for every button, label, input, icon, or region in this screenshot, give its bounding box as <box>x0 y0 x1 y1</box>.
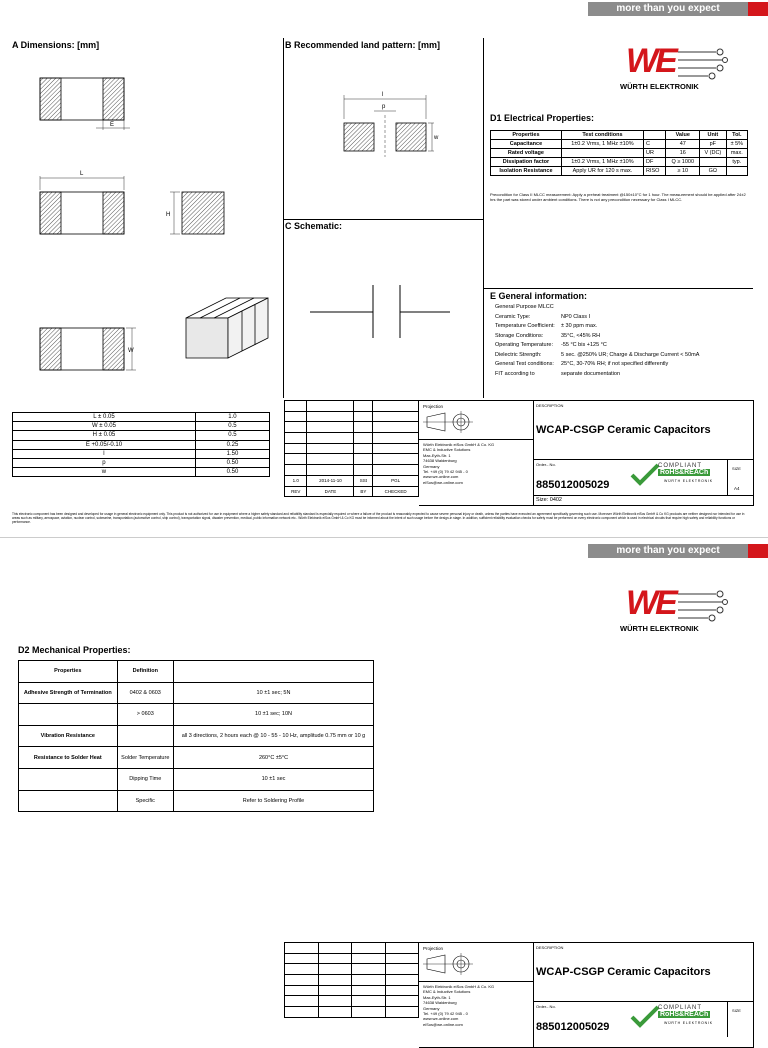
company-line: eiSos@we-online.com <box>423 1021 463 1027</box>
table-cell: 16 <box>666 149 700 158</box>
column-header: Properties <box>491 131 562 140</box>
rohs-compliant-text: COMPLIANT <box>658 1005 703 1011</box>
table-cell: max. <box>726 149 747 158</box>
document-title: WCAP-CSGP Ceramic Capacitors <box>536 966 711 978</box>
electrical-note: Precondition for Class II MLCC measurement: Apply a preheat treatment @150±10°C for 1 hour. The measurement should be applied after 24±2 hrs the part was stored under ambient conditions. There is not any precondition necessary for Class I MLCC. <box>490 192 746 202</box>
general-info-key: FIT according to <box>495 370 535 377</box>
title-block <box>284 400 754 506</box>
logo-circuit-icon <box>678 588 728 622</box>
table-cell: Apply UR for 120 s max. <box>561 167 643 176</box>
dimension-value: 0.5 <box>195 422 269 431</box>
revision-cell: PGL <box>373 475 419 486</box>
company-line: Max-Eyth-Str. 1 <box>423 994 451 1000</box>
general-info-key: General Purpose MLCC <box>495 304 554 310</box>
dimension-value: 0.5 <box>195 431 269 440</box>
order-number: 885012005029 <box>536 479 610 491</box>
logo-mark: WE <box>626 42 675 80</box>
table-cell: Isolation Resistance <box>491 167 562 176</box>
rohs-reach-badge <box>630 1005 722 1029</box>
general-info-key: General Test conditions: <box>495 361 554 367</box>
table-cell: 47 <box>666 140 700 149</box>
order-number: 885012005029 <box>536 1021 610 1033</box>
column-header: Properties <box>19 661 118 683</box>
banner-accent <box>748 2 768 16</box>
table-row <box>491 158 748 167</box>
table-cell: Rated voltage <box>491 149 562 158</box>
company-line: www.we-online.com <box>423 474 459 480</box>
table-cell <box>700 158 727 167</box>
frame-divider <box>483 38 484 398</box>
table-row <box>19 747 374 769</box>
table-cell: ≥ 10 <box>666 167 700 176</box>
general-info-key: Dielectric Strength: <box>495 351 542 358</box>
company-line: Germany <box>423 463 440 469</box>
company-line: Germany <box>423 1005 440 1011</box>
table-row <box>13 458 270 467</box>
revision-header: BY <box>354 486 373 497</box>
logo-name: WÜRTH ELEKTRONIK <box>620 82 699 91</box>
dimension-name: E +0.05/-0.10 <box>13 440 196 449</box>
table-cell: 10 ±1 sec; 5N <box>174 682 374 704</box>
column-header <box>174 661 374 683</box>
label-land-l: l <box>382 92 384 98</box>
label-e: E <box>110 122 115 128</box>
table-cell: V (DC) <box>700 149 727 158</box>
company-line: 74638 Waldenburg <box>423 1000 457 1006</box>
frame-divider <box>534 1001 753 1002</box>
label-land-w: w <box>434 135 439 141</box>
table-row <box>491 167 748 176</box>
description-label: DESCRIPTION <box>536 403 564 408</box>
projection-label: Projection <box>423 946 444 951</box>
table-cell: Adhesive Strength of Termination <box>19 682 118 704</box>
dimensions-table <box>12 412 270 477</box>
general-info-key: Storage Conditions: <box>495 332 544 339</box>
table-cell <box>19 704 118 726</box>
dimension-name: W ± 0.05 <box>13 422 196 431</box>
table-cell: > 0603 <box>117 704 173 726</box>
table-cell <box>117 725 173 747</box>
company-line: eiSos@we-online.com <box>423 479 463 485</box>
title-block <box>284 942 754 1048</box>
general-info-value: 25°C, 30-70% RH; if not specified differently <box>561 361 669 367</box>
revision-header: CHECKED <box>373 486 419 497</box>
section-a-title: A Dimensions: [mm] <box>12 40 100 50</box>
logo-circuit-icon <box>678 46 728 80</box>
table-row <box>491 140 748 149</box>
logo-mark: WE <box>626 584 675 622</box>
capacitor-schematic <box>305 280 455 340</box>
company-line: Max-Eyth-Str. 1 <box>423 452 451 458</box>
frame-divider <box>534 459 753 460</box>
table-row <box>19 790 374 812</box>
size-line: Size: 0402 <box>536 497 562 503</box>
rohs-wurth-text: WÜRTH ELEKTRONIK <box>664 1021 713 1025</box>
label-land-p: p <box>382 104 386 110</box>
company-line: Würth Elektronik eiSos GmbH & Co. KG <box>423 442 495 447</box>
table-row <box>13 413 270 422</box>
revision-table <box>284 942 419 1018</box>
land-pattern-drawing <box>330 85 450 160</box>
column-header: Unit <box>700 131 727 140</box>
table-cell <box>726 167 747 176</box>
frame-divider <box>419 981 533 982</box>
revision-cell: 1.0 <box>285 475 307 486</box>
rohs-reach-badge <box>630 463 722 487</box>
wurth-logo <box>618 42 728 92</box>
rohs-reach-text: RoHS&REACh <box>660 469 709 476</box>
table-cell: ± 5% <box>726 140 747 149</box>
general-info-row <box>495 332 755 342</box>
general-info-key: Temperature Coefficient: <box>495 323 555 329</box>
general-info-value: 5 sec. @250% UR; Charge & Discharge Current < 50mA <box>561 351 700 358</box>
table-cell: DF <box>643 158 665 167</box>
table-row <box>13 449 270 458</box>
general-info-value: 35°C, <45% RH <box>561 332 601 339</box>
dimension-name: p <box>13 458 196 467</box>
section-b-title: B Recommended land pattern: [mm] <box>285 40 441 50</box>
company-address <box>423 442 494 485</box>
company-line: Tel. +49 (0) 79 42 945 - 0 <box>423 469 468 475</box>
table-row <box>19 725 374 747</box>
dimension-name: L ± 0.05 <box>13 413 196 422</box>
company-line: Tel. +49 (0) 79 42 945 - 0 <box>423 1011 468 1017</box>
general-info-row <box>495 370 755 380</box>
table-cell: Dipping Time <box>117 768 173 790</box>
general-info-value: -55 °C bis +125 °C <box>561 342 607 348</box>
dimension-value: 1.0 <box>195 413 269 422</box>
logo-name: WÜRTH ELEKTRONIK <box>620 624 699 633</box>
frame-divider <box>727 459 728 495</box>
revision-header: REV <box>285 486 307 497</box>
order-label: Order.- No. <box>536 462 556 467</box>
dimension-name: l <box>13 449 196 458</box>
dimension-value: 1.50 <box>195 449 269 458</box>
general-info-row <box>495 322 755 332</box>
dimension-name: w <box>13 468 196 477</box>
table-cell: Capacitance <box>491 140 562 149</box>
table-cell: 1±0.2 Vrms, 1 MHz ±10% <box>561 158 643 167</box>
revision-cell: SSt <box>354 475 373 486</box>
table-row <box>19 704 374 726</box>
slogan-banner: more than you expect <box>588 2 748 16</box>
table-row <box>13 422 270 431</box>
checkmark-icon <box>630 1005 660 1029</box>
size-label: SIZE <box>732 466 741 471</box>
general-info-key: Operating Temperature: <box>495 342 553 348</box>
company-address <box>423 984 494 1027</box>
company-line: Würth Elektronik eiSos GmbH & Co. KG <box>423 984 495 989</box>
slogan-banner: more than you expect <box>588 544 748 558</box>
column-header: Definition <box>117 661 173 683</box>
dimension-value: 0.25 <box>195 440 269 449</box>
table-cell: Resistance to Solder Heat <box>19 747 118 769</box>
mechanical-properties-table <box>18 660 374 812</box>
rohs-compliant-text: COMPLIANT <box>658 463 703 469</box>
wurth-logo <box>618 584 728 634</box>
table-cell: Q ≥ 1000 <box>666 158 700 167</box>
frame-divider <box>283 38 284 398</box>
revision-table <box>284 400 419 497</box>
table-cell: all 3 directions, 2 hours each @ 10 - 55 - 10 Hz, amplitude 0.75 mm or 10 g <box>174 725 374 747</box>
checkmark-icon <box>630 463 660 487</box>
table-cell: RISO <box>643 167 665 176</box>
company-line: EMC & Inductive Solutions <box>423 447 471 453</box>
table-cell: Vibration Resistance <box>19 725 118 747</box>
table-cell: Dissipation factor <box>491 158 562 167</box>
table-row <box>19 682 374 704</box>
frame-divider <box>534 495 753 496</box>
rohs-wurth-text: WÜRTH ELEKTRONIK <box>664 479 713 483</box>
description-label: DESCRIPTION <box>536 945 564 950</box>
label-l: L <box>80 171 84 177</box>
rohs-reach-text: RoHS&REACh <box>660 1011 709 1018</box>
disclaimer: This electronic component has been designed and developed for usage in general electronic equipment only. This product is not authorized for use in equipment where a higher safety standard and reliability standard is especially required or where a failure of the product is reasonably expected to cause severe personal injury or death, unless the parties have executed an agreement specifically governing such use. Moreover Würth Elektronik eiSos GmbH & Co KG products are neither designed nor intended for use in areas such as military, aerospace, aviation, nuclear control, submarine, transportation (automotive control, ship control), transportation signal, disaster prevention, medical, public information network etc.. Würth Elektronik eiSos GmbH & Co KG must be informed about the intent of such usage before the design-in stage. In addition, sufficient reliability evaluation checks for safety must be performed on every electronic component which is used in electrical circuits that require high safety and reliability functions or performance. <box>12 512 745 525</box>
table-cell: pF <box>700 140 727 149</box>
section-c-title: C Schematic: <box>285 221 343 231</box>
column-header <box>643 131 665 140</box>
size-value: A4 <box>734 486 740 491</box>
general-info-row <box>495 313 755 323</box>
banner-accent <box>748 544 768 558</box>
table-row <box>13 431 270 440</box>
frame-divider <box>727 1001 728 1037</box>
general-info-row <box>495 360 755 370</box>
table-cell: GΩ <box>700 167 727 176</box>
frame-divider <box>283 219 483 220</box>
dimension-value: 0.50 <box>195 458 269 467</box>
table-cell: UR <box>643 149 665 158</box>
section-e-title: E General information: <box>490 291 588 301</box>
column-header: Test conditions <box>561 131 643 140</box>
table-row <box>13 440 270 449</box>
table-cell <box>19 790 118 812</box>
general-info-key: Ceramic Type: <box>495 313 531 320</box>
table-cell: Specific <box>117 790 173 812</box>
document-title: WCAP-CSGP Ceramic Capacitors <box>536 424 711 436</box>
table-row <box>491 149 748 158</box>
table-row <box>13 468 270 477</box>
company-line: 74638 Waldenburg <box>423 458 457 464</box>
size-label: SIZE <box>732 1008 741 1013</box>
company-line: EMC & Inductive Solutions <box>423 989 471 995</box>
frame-divider <box>483 288 753 289</box>
section-d2-title: D2 Mechanical Properties: <box>18 645 131 655</box>
dimension-drawing <box>10 60 280 405</box>
table-cell: 260°C ±5°C <box>174 747 374 769</box>
table-cell: typ. <box>726 158 747 167</box>
general-info-row <box>495 341 755 351</box>
table-cell: C <box>643 140 665 149</box>
projection-label: Projection <box>423 404 444 409</box>
table-cell: 10 ±1 sec; 10N <box>174 704 374 726</box>
general-info-row <box>495 303 755 313</box>
page-separator <box>0 537 768 538</box>
projection-symbol-icon <box>423 953 473 975</box>
revision-header: DATE <box>307 486 354 497</box>
label-w: W <box>128 348 134 354</box>
dimension-name: H ± 0.05 <box>13 431 196 440</box>
general-info-row <box>495 351 755 361</box>
electrical-properties-table <box>490 130 748 176</box>
general-information <box>495 303 755 379</box>
revision-cell: 2014-11-10 <box>307 475 354 486</box>
general-info-value: NP0 Class I <box>561 313 591 320</box>
order-label: Order.- No. <box>536 1004 556 1009</box>
projection-symbol-icon <box>423 411 473 433</box>
table-cell: Solder Temperature <box>117 747 173 769</box>
table-cell: 10 ±1 sec <box>174 768 374 790</box>
general-info-value: ± 30 ppm max. <box>561 323 598 329</box>
table-cell <box>561 149 643 158</box>
table-cell <box>19 768 118 790</box>
company-line: www.we-online.com <box>423 1016 459 1022</box>
general-info-value: separate documentation <box>561 370 621 377</box>
column-header: Tol. <box>726 131 747 140</box>
table-row <box>19 768 374 790</box>
table-cell: 0402 & 0603 <box>117 682 173 704</box>
table-cell: Refer to Soldering Profile <box>174 790 374 812</box>
frame-divider <box>419 439 533 440</box>
column-header: Value <box>666 131 700 140</box>
dimension-value: 0.50 <box>195 468 269 477</box>
table-cell: 1±0.2 Vrms, 1 MHz ±10% <box>561 140 643 149</box>
section-d1-title: D1 Electrical Properties: <box>490 113 595 123</box>
label-h: H <box>166 212 171 218</box>
